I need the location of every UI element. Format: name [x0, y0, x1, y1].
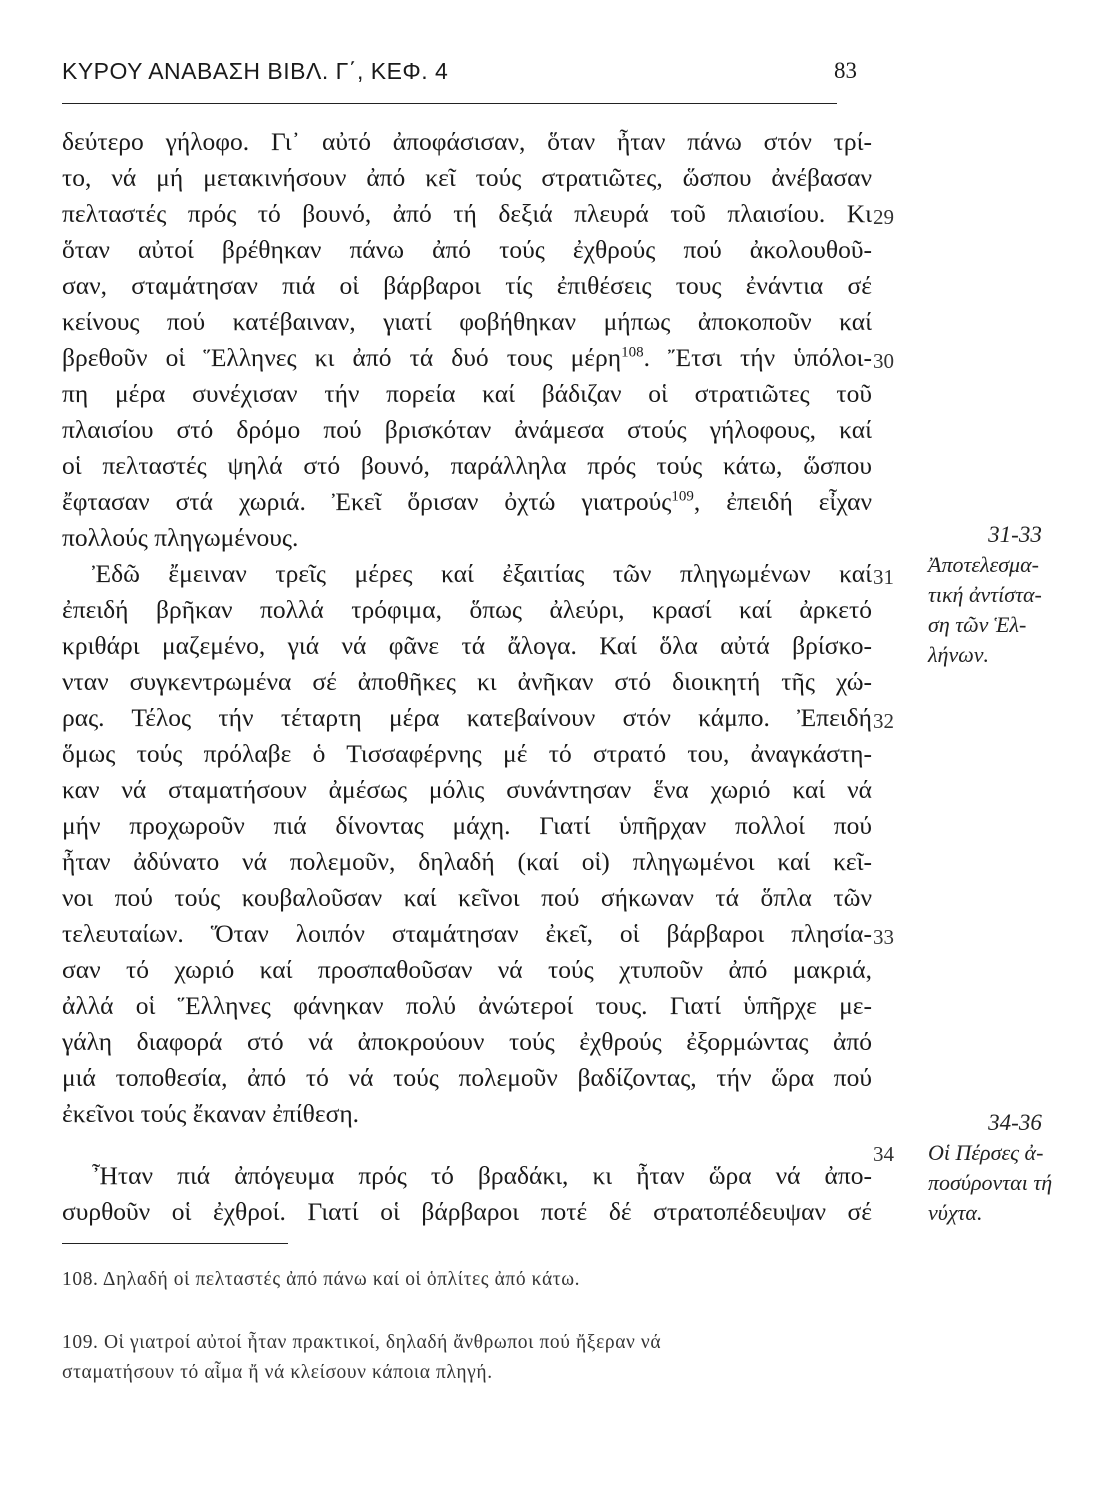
margin-note	[928, 520, 1098, 670]
margin-note-line: ποσύρονται τή	[928, 1170, 1053, 1195]
running-head-title: ΚΥΡΟΥ ΑΝΑΒΑΣΗ ΒΙΒΛ. Γ΄, ΚΕΦ. 4	[62, 58, 449, 84]
margin-note-line: νύχτα.	[928, 1200, 983, 1225]
text-line: πολλούς πληγωμένους.	[62, 523, 299, 552]
section-number: 32	[873, 709, 894, 733]
text-line: δεύτερο γήλοφο. Γι᾽ αὐτό ἀποφάσισαν, ὅταν ἦταν πάνω στόν τρί-	[62, 127, 872, 156]
text-line: ἐπειδή βρῆκαν πολλά τρόφιμα, ὅπως ἀλεύρι, κρασί καί ἀρκετό	[62, 595, 872, 624]
text-line: πλαισίου στό δρόμο πού βρισκόταν ἀνάμεσα στούς γήλοφους, καί	[62, 415, 872, 444]
margin-note-line: Ἀποτελεσμα-	[928, 552, 1039, 577]
margin-note-range: 31-33	[988, 522, 1042, 547]
footnote-109	[62, 1328, 661, 1388]
text-line	[62, 484, 872, 520]
body-text	[62, 124, 872, 1230]
text-line: οἱ πελταστές ψηλά στό βουνό, παράλληλα πρός τούς κάτω, ὥσπου	[62, 451, 872, 480]
text-span: , ἐπειδή εἶχαν	[693, 487, 873, 516]
text-span: . Ἔτσι τήν ὑπόλοι-	[643, 343, 872, 372]
section-number: 33	[873, 925, 894, 949]
text-line: ἐκεῖνοι τούς ἔκαναν ἐπίθεση.	[62, 1099, 360, 1128]
footnote-rule	[62, 1243, 288, 1244]
text-line: ὅμως τούς πρόλαβε ὁ Τισσαφέρνης μέ τό στρατό του, ἀναγκάστη-	[62, 739, 872, 768]
text-span: ἔφτασαν στά χωριά. Ἐκεῖ ὅρισαν ὀχτώ γιατρούς	[62, 487, 672, 516]
paragraph-gap	[62, 1132, 872, 1158]
text-line: ἀλλά οἱ Ἕλληνες φάνηκαν πολύ ἀνώτεροί τους. Γιατί ὑπῆρχε με-	[62, 991, 872, 1020]
footnote-ref-108[interactable]: 108	[621, 344, 644, 361]
text-line: πη μέρα συνέχισαν τήν πορεία καί βάδιζαν οἱ στρατιῶτες τοῦ	[62, 379, 872, 408]
margin-note-line: λήνων.	[928, 642, 990, 667]
header-rule	[62, 103, 837, 104]
text-line: ἦταν ἀδύνατο νά πολεμοῦν, δηλαδή (καί οἱ) πληγωμένοι καί κεῖ-	[62, 847, 872, 876]
text-line: συρθοῦν οἱ ἐχθροί. Γιατί οἱ βάρβαροι ποτέ δέ στρατοπέδευψαν σέ	[62, 1197, 872, 1226]
text-line: το, νά μή μετακινήσουν ἀπό κεῖ τούς στρατιῶτες, ὥσπου ἀνέβασαν	[62, 163, 872, 192]
text-line: κριθάρι μαζεμένο, γιά νά φᾶνε τά ἄλογα. Καί ὅλα αὐτά βρίσκο-	[62, 631, 872, 660]
text-line: νταν συγκεντρωμένα σέ ἀποθῆκες κι ἀνῆκαν στό διοικητή τῆς χώ-	[62, 667, 872, 696]
text-line: νοι πού τούς κουβαλοῦσαν καί κεῖνοι πού σήκωναν τά ὅπλα τῶν	[62, 883, 872, 912]
text-line: πελταστές πρός τό βουνό, ἀπό τή δεξιά πλευρά τοῦ πλαισίου. Κι	[62, 199, 872, 228]
section-number: 31	[873, 565, 894, 589]
section-number: 29	[873, 205, 894, 229]
text-line: Ἐδῶ ἔμειναν τρεῖς μέρες καί ἐξαιτίας τῶν πληγωμένων καί	[92, 559, 872, 588]
margin-note-range: 34-36	[988, 1110, 1042, 1135]
margin-note-line: ση τῶν Ἑλ-	[928, 612, 1027, 637]
running-head	[62, 58, 857, 98]
text-line: κείνους πού κατέβαιναν, γιατί φοβήθηκαν μήπως ἀποκοποῦν καί	[62, 307, 872, 336]
text-line: μήν προχωροῦν πιά δίνοντας μάχη. Γιατί ὑπῆρχαν πολλοί πού	[62, 811, 872, 840]
margin-note-line: Οἱ Πέρσες ἀ-	[928, 1140, 1044, 1165]
text-line: ὅταν αὐτοί βρέθηκαν πάνω ἀπό τούς ἐχθρούς πού ἀκολουθοῦ-	[62, 235, 872, 264]
margin-note-line: τική ἀντίστα-	[928, 582, 1042, 607]
text-line: τελευταίων. Ὅταν λοιπόν σταμάτησαν ἐκεῖ, οἱ βάρβαροι πλησία-	[62, 919, 872, 948]
text-line: μιά τοποθεσία, ἀπό τό νά τούς πολεμοῦν βαδίζοντας, τήν ὥρα πού	[62, 1063, 872, 1092]
footnote-line: 108. Δηλαδή οἱ πελταστές ἀπό πάνω καί οἱ ὁπλίτες ἀπό κάτω.	[62, 1269, 581, 1290]
text-line: γάλη διαφορά στό νά ἀποκρούουν τούς ἐχθρούς ἐξορμώντας ἀπό	[62, 1027, 872, 1056]
page-number: 83	[834, 58, 857, 83]
footnote-line: σταματήσουν τό αἷμα ἤ νά κλείσουν κάποια πληγή.	[62, 1362, 493, 1383]
footnote-line: 109. Οἱ γιατροί αὐτοί ἦταν πρακτικοί, δηλαδή ἄνθρωποι πού ἤξεραν νά	[62, 1332, 662, 1353]
text-span: βρεθοῦν οἱ Ἕλληνες κι ἀπό τά δυό τους μέρη	[62, 343, 622, 372]
section-number: 34	[873, 1142, 894, 1166]
text-line: σαν, σταμάτησαν πιά οἱ βάρβαροι τίς ἐπιθέσεις τους ἐνάντια σέ	[62, 271, 872, 300]
margin-note	[928, 1108, 1098, 1228]
text-line: ρας. Τέλος τήν τέταρτη μέρα κατεβαίνουν στόν κάμπο. Ἐπειδή	[62, 703, 872, 732]
text-line	[62, 340, 872, 376]
text-line: Ἦταν πιά ἀπόγευμα πρός τό βραδάκι, κι ἦταν ὥρα νά ἀπο-	[92, 1161, 872, 1190]
text-line: σαν τό χωριό καί προσπαθοῦσαν νά τούς χτυποῦν ἀπό μακριά,	[62, 955, 872, 984]
text-line: καν νά σταματήσουν ἀμέσως μόλις συνάντησαν ἕνα χωριό καί νά	[62, 775, 872, 804]
footnote-ref-109[interactable]: 109	[671, 488, 694, 505]
footnote-108	[62, 1265, 580, 1295]
section-number: 30	[873, 349, 894, 373]
